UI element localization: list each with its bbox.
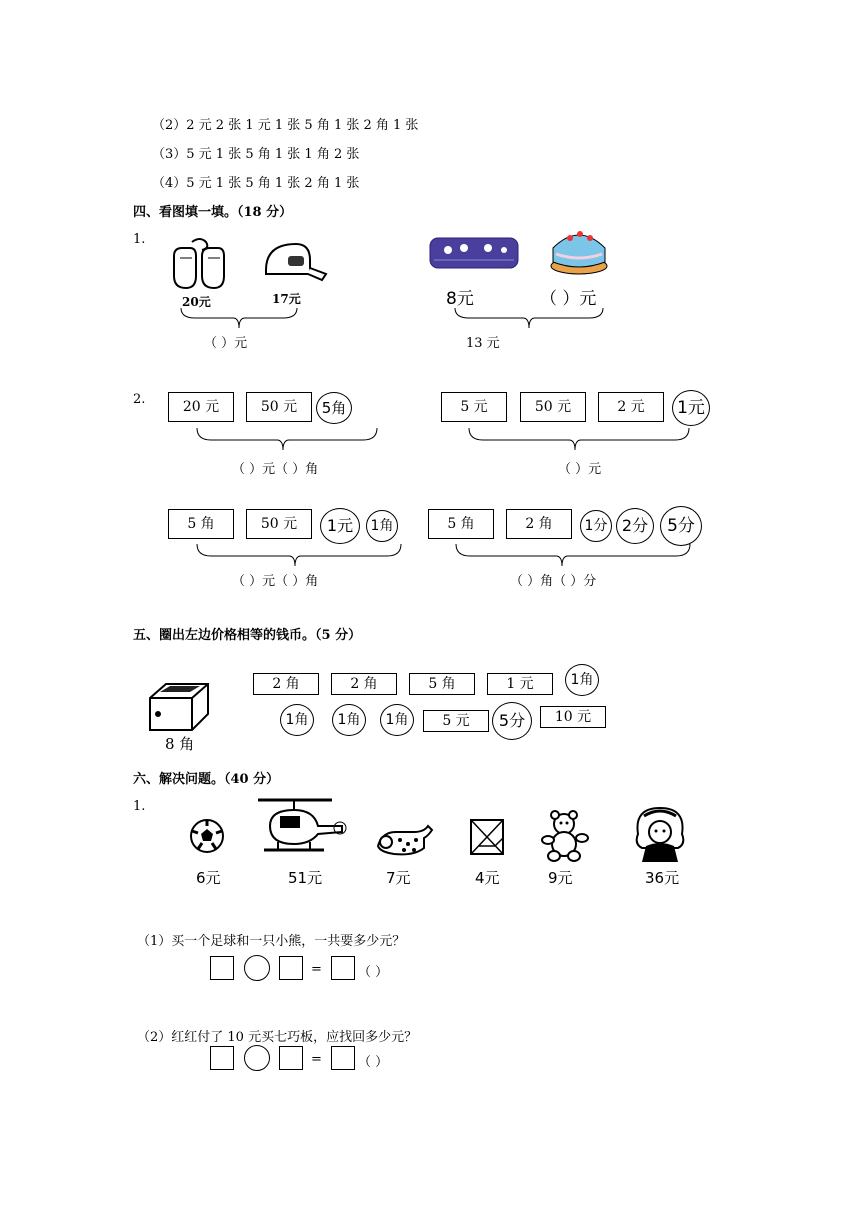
group-d-note-2: 2 角 [506, 509, 572, 539]
bear-price: 9元 [548, 869, 573, 887]
bear-picture [538, 810, 590, 864]
group-a-answer: （ ）元（ ）角 [232, 462, 319, 477]
answer-box-2c[interactable] [331, 1046, 355, 1070]
group-c-brace [196, 542, 396, 568]
row2-note[interactable]: 5 元 [423, 710, 489, 732]
mittens-picture [168, 236, 230, 292]
group-a-note-2: 50 元 [246, 392, 312, 422]
sub-question-1: （1）买一个足球和一只小熊，一共要多少元？ [137, 934, 406, 949]
group-c-coin-1: 1元 [320, 508, 360, 544]
cake-picture [548, 228, 610, 276]
row1-note-1: 2 角 [253, 673, 319, 695]
group-b-note-1: 5 元 [441, 392, 507, 422]
answer-box-2a[interactable] [210, 1046, 234, 1070]
row2-coin-4[interactable]: 5分 [492, 702, 532, 740]
group-b-note-3: 2 元 [598, 392, 664, 422]
tangram-price: 4元 [475, 869, 500, 887]
group-b-brace [468, 426, 684, 452]
group-c-note-2: 50 元 [246, 509, 312, 539]
row1-note-3: 5 角 [409, 673, 475, 695]
tangram-picture [469, 818, 505, 856]
group-d-brace [455, 542, 685, 568]
group-b-coin: 1元 [672, 390, 710, 426]
answer-box-1a[interactable] [210, 956, 234, 980]
row1-coin[interactable]: 1角 [565, 664, 599, 696]
row1-note-2: 2 角 [331, 673, 397, 695]
answer-box-2b[interactable] [279, 1046, 303, 1070]
group-c-note-1: 5 角 [168, 509, 234, 539]
group-d-note-1: 5 角 [428, 509, 494, 539]
row1-note-4: 1 元 [487, 673, 553, 695]
section4-title: 四、看图填一填。（18 分） [133, 205, 293, 220]
group-a-coin: 5角 [316, 392, 352, 424]
football-price: 6元 [196, 869, 221, 887]
leopard-price: 7元 [386, 869, 411, 887]
answer-box-1c[interactable] [331, 956, 355, 980]
cake-price: （ ）元 [540, 289, 597, 309]
row2-note-2[interactable]: 10 元 [540, 706, 606, 728]
pencil-case-price: 8元 [446, 289, 474, 309]
row2-coin-1[interactable]: 1角 [280, 704, 314, 736]
unit-blank-2[interactable]: （ ） [358, 1055, 389, 1070]
row2-coin-3[interactable]: 1角 [380, 704, 414, 736]
group-d-coin-2: 2分 [616, 508, 654, 544]
cap-price: 17元 [272, 292, 301, 306]
right-brace [454, 306, 604, 328]
answer-box-1b[interactable] [279, 956, 303, 980]
helicopter-price: 51元 [288, 869, 323, 887]
group-d-coin-3: 5分 [660, 506, 702, 546]
sharpener-price: 8 角 [165, 735, 195, 753]
q1-number: 1. [133, 232, 146, 247]
option-line-2: （2）2 元 2 张 1 元 1 张 5 角 1 张 2 角 1 张 [152, 118, 419, 133]
q2-number: 2. [133, 392, 146, 407]
option-line-3: （3）5 元 1 张 5 角 1 张 1 角 2 张 [152, 147, 360, 162]
left-answer: （ ）元 [204, 336, 248, 351]
unit-blank-1[interactable]: （ ） [358, 965, 389, 980]
group-b-answer: （ ）元 [558, 462, 602, 477]
football-picture [188, 817, 226, 855]
operator-circle-1[interactable] [244, 955, 270, 981]
section6-title: 六、解决问题。（40 分） [133, 772, 280, 787]
group-d-coin-1: 1分 [580, 510, 612, 542]
group-d-answer: （ ）角（ ）分 [510, 574, 597, 589]
group-c-coin-2: 1角 [366, 510, 398, 542]
row2-coin-2[interactable]: 1角 [332, 704, 366, 736]
sub-question-2: （2）红红付了 10 元买七巧板，应找回多少元？ [137, 1030, 418, 1045]
right-total: 13 元 [466, 336, 500, 351]
operator-circle-2[interactable] [244, 1045, 270, 1071]
pencil-case-picture [428, 236, 520, 272]
group-b-note-2: 50 元 [520, 392, 586, 422]
doll-picture [630, 806, 690, 864]
equals-sign-1: = [311, 962, 322, 977]
section5-title: 五、圈出左边价格相等的钱币。（5 分） [133, 628, 362, 643]
leopard-picture [372, 820, 434, 858]
helicopter-picture [254, 794, 350, 856]
equals-sign-2: = [311, 1052, 322, 1067]
group-c-answer: （ ）元（ ）角 [232, 574, 319, 589]
group-a-note-1: 20 元 [168, 392, 234, 422]
s6-q1-number: 1. [133, 799, 146, 814]
doll-price: 36元 [645, 869, 680, 887]
pencil-sharpener-picture [146, 680, 212, 734]
mittens-price: 20元 [182, 295, 211, 309]
cap-picture [262, 240, 330, 284]
group-a-brace [196, 426, 372, 452]
left-brace [180, 306, 298, 328]
option-line-4: （4）5 元 1 张 5 角 1 张 2 角 1 张 [152, 176, 360, 191]
